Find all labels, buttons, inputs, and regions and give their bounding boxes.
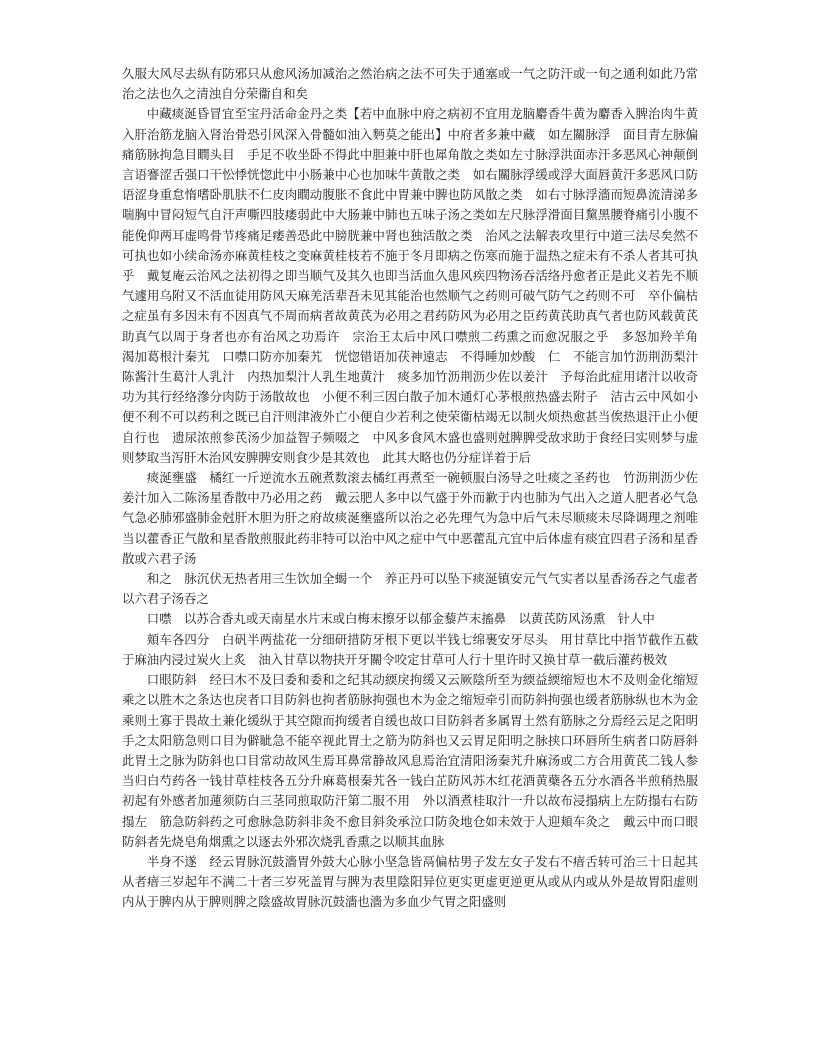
paragraph-koujin: 口噤 以苏合香丸或天南星水片末或白梅末擦牙以郁金藜芦末搐鼻 以黄芪防风汤熏 针人中 bbox=[146, 611, 655, 627]
paragraph-banshenbusui: 半身不遂 经云胃脉沉鼓濇胃外鼓大心脉小坚急皆鬲偏枯男子发左女子发右不瘖舌转可治三十日起其从者瘖三岁起年不满二十者三岁死盖胃与脾为表里陰阳异位更实更虚更逆更从或从内或从外是故胃阳虚则内从于脾内从于脾则脾之陰盛故胃脉沉鼓濇也濇为多血少气胃之阳盛则 bbox=[122, 853, 698, 910]
paragraph-hezhi: 和之 脉沉伏无热者用三生饮加全蝎一个 养正丹可以坠下痰涎镇安元气气实者以星香汤吞之气虚者以六君子汤吞之 bbox=[122, 571, 698, 607]
paragraph-tanxian: 痰涎壅盛 橘红一斤逆流水五碗煮数滚去橘红再煮至一碗顿服白汤导之吐痰之圣药也 竹沥荆沥少佐姜汁加入二陈汤星香散中乃必用之药 戴云肥人多中以气盛于外而歉于内也肺为气出入之道人肥者必气急气急必肺邪盛肺金尅肝木胆为肝之府故痰涎壅盛所以治之必先理气为急中后气未尽顺痰未尽降调理之剂唯当以藿香正气散和星香散煎服此药非特可以治中风之症中气中恶藿乱亢宜中后体虚有痰宜四君子汤和星香散或六君子汤 bbox=[122, 470, 698, 566]
paragraph-intro: 久服大风尽去纵有防邪只从愈风汤加减治之然治病之法不可失于通塞或一气之防汗或一旬之通利如此乃常治之法也久之清浊自分荣衞自和矣 bbox=[122, 66, 698, 102]
paragraph-jiache: 頬车各四分 白矾半两盐花一分细研措防牙根下更以半钱七绵裹安牙尽头 用甘草比中指节截作五截于麻油内浸过炭火上炙 油入甘草以物抉开牙關令咬定甘草可人行十里许时又换甘草一截后灌药极效 bbox=[122, 631, 698, 667]
paragraph-zhongzang: 中藏痰涎昏冒宜至宝丹活命金丹之类【若中血脉中府之病初不宜用龙脑麝香牛黄为麝香入脾治肉牛黄入肝治筋龙脑入肾治骨恐引风深入骨髓如油入麪莫之能出】中府者多兼中藏 如左關脉浮 面目青左脉偏痛筋脉拘急目瞤头目 手足不收坐卧不得此中胆兼中肝也犀角散之类如左寸脉浮洪面赤汗多恶风心神颠倒言语謇涩舌强口干忪悸恍惚此中小肠兼中心也加味牛黄散之类 如右關脉浮缓或浮大面唇黄汗多恶风口防语涩身重怠惰嗜卧肌肤不仁皮肉瞤动腹胀不食此中胃兼中脾也防风散之类 如右寸脉浮濇而短鼻流清涕多喘胸中冒闷短气自汗声嘶四肢痿弱此中大肠兼中肺也五味子汤之类如左尺脉浮滑面目黧黑腰脊痛引小腹不能俛仰两耳虚鸣骨节疼痛足痿善恐此中膀胱兼中肾也独活散之类 治风之法解表攻里行中道三法尽矣然不可执也如小续命汤亦麻黄桂枝之变麻黄桂枝若不施于冬月即病之伤寒而施于温热之症未有不杀人者其可执乎 戴复庵云治风之法初得之即当顺气及其久也即当活血久患风疾四物汤吞活络丹愈者正是此义若先不顺气遽用乌附又不活血徒用防风天麻羌活辈吾未见其能治也然顺气之药则可破气防气之药则不可 卒仆偏枯之症虽有多因未有不因真气不周而病者故黄芪为必用之君药防风为必用之臣药黄芪助真气者也防风载黄芪助真气以周于身者也亦有治风之功焉许 宗治王太后中风口噤煎二药熏之而愈况服之乎 多怒加羚羊角 渴加葛根汁秦艽 口噤口防亦加秦艽 恍惚错语加茯神遠志 不得睡加炒酸 仁 不能言加竹沥荆沥梨汁陈酱汁生葛汁人乳汁 内热加梨汁人乳生地黄汁 痰多加竹沥荆沥少佐以姜汁 予每治此症用诸汁以收奇功为其行经络滲分肉防于汤散故也 小便不利三因白散子加木通灯心茅根煎热盛去附子 洁古云中风如小便不利不可以药利之既已自汗则津液外亡小便自少若利之使荣衞枯竭无以制火烦热愈甚当俟热退汗止小便自行也 遗尿浓煎参芪汤少加益智子频啜之 中风多食风木盛也盛则尅脾脾受敌求助于食经曰实则梦与虚则梦取当泻肝木治风安脾脾安则食少是其效也 此其大略也仍分症详着于后 bbox=[122, 106, 711, 465]
paragraph-kouyanwaixie: 口眼防斜 经曰木不及曰委和委和之纪其动緛戾拘缓又云厥陰所至为緛益緛缩短也木不及则金化缩短乘之以胜木之条达也戾者口目防斜也拘者筋脉拘强也木为金之缩短牵引而防斜拘强也缓者筋脉纵也木为金乘则土寡于畏故土兼化缓纵于其空隙而拘缓者自缓也故口目防斜者多属胃土然有筋脉之分焉经云足之阳明手之太阳筋急则口目为僻眦急不能卒视此胃土之筋为防斜也又云胃足阳明之脉挟口环唇所生病者口防唇斜此胃土之脉为防斜也口目常动故风生焉耳鼻常静故风息焉治宜清阳汤秦艽升麻汤或二方合用黄芪二钱人参当归白芍药各一钱甘草桂枝各五分升麻葛根秦艽各一钱白芷防风苏木红花酒黄蘗各五分水酒各半煎稍热服初起有外感者加蓮须防白三茎同煎取防汗第二服不用 外以酒煮桂取汁一升以故布浸搨病上左防搨右右防搨左 筋急防斜药之可愈脉急防斜非灸不愈目斜灸承泣口防灸地仓如未效于人迎頬车灸之 戴云中而口眼防斜者先烧皂角烟熏之以逐去外邪次烧乳香熏之以顺其血脉 bbox=[122, 672, 698, 849]
